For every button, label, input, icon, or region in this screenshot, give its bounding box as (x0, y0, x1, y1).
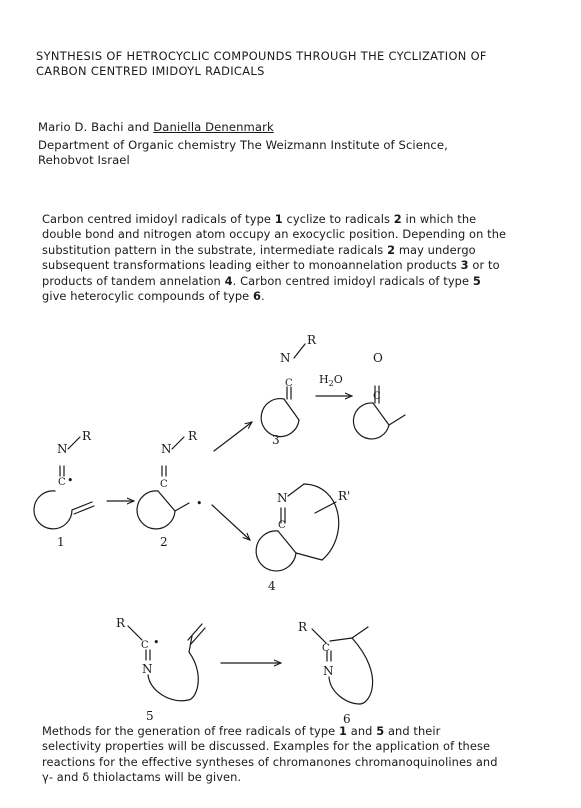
reagent-water: $H_2O$ (319, 373, 343, 388)
ketone-O: O (373, 351, 383, 365)
abstract-line: double bond and nitrogen atom occupy an exocyclic position. Depending on the (42, 227, 507, 242)
compound-6 (312, 627, 373, 704)
abstract-line: products of tandem annelation 4. Carbon centred imidoyl radicals of type 5 (42, 273, 481, 288)
ketone-C: C (373, 391, 381, 402)
closing-paragraph (42, 724, 498, 786)
abstract-line: substitution pattern in the substrate, intermediate radicals 2 may undergo (42, 242, 476, 257)
title-line-1: SYNTHESIS OF HETROCYCLIC COMPOUNDS THROUGH THE CYCLIZATION OF (36, 49, 487, 63)
compound-5-N: N (142, 662, 153, 676)
compound-1-label: 1 (57, 535, 65, 549)
compound-4-label: 4 (268, 579, 276, 593)
compound-2-R: R (188, 429, 198, 443)
compound-5-radical: • (153, 636, 160, 649)
compound-4-R-prime: R' (338, 489, 351, 503)
compound-1-C: C (58, 477, 66, 488)
compound-6-R: R (298, 620, 308, 634)
closing-line: selectivity properties will be discussed. Examples for the application of these (42, 739, 491, 754)
compound-1-R: R (82, 429, 92, 443)
compound-1-radical: • (67, 474, 74, 487)
abstract-line: Carbon centred imidoyl radicals of type 1 cyclize to radicals 2 in which the (42, 212, 477, 226)
compound-3-N: N (280, 351, 291, 365)
compound-2-C: C (160, 479, 168, 490)
abstract-line: subsequent transformations leading either to monoannelation products 3 or to (42, 258, 500, 273)
compound-5 (128, 624, 205, 701)
compound-6-C: C (322, 643, 330, 654)
title-line-2: CARBON CENTRED IMIDOYL RADICALS (36, 64, 265, 78)
compound-4-C: C (278, 520, 286, 531)
compound-2-N: N (161, 442, 172, 456)
abstract-line: give heterocylic compounds of type 6. (42, 289, 265, 304)
affiliation-line-1: Department of Organic chemistry The Weizmann Institute of Science, (38, 138, 448, 152)
compound-4-N: N (277, 491, 288, 505)
compound-3-label: 3 (272, 433, 280, 447)
affiliation-line-2: Rehobvot Israel (38, 153, 130, 167)
compound-5-C: C (141, 640, 149, 651)
closing-line: reactions for the effective syntheses of chromanones chromanoquinolines and (42, 754, 498, 769)
compound-5-R: R (116, 616, 126, 630)
compound-4 (256, 484, 339, 571)
arrow-2-to-3 (214, 422, 252, 451)
compound-6-N: N (323, 664, 334, 678)
compound-6-label: 6 (343, 712, 351, 726)
compound-3-C: C (285, 378, 293, 389)
compound-2-label: 2 (160, 535, 168, 549)
author-1: Mario D. Bachi and (38, 120, 154, 134)
compound-2-radical: • (196, 497, 203, 510)
compound-5-label: 5 (146, 709, 154, 723)
author-2-presenting: Daniella Denenmark (153, 120, 274, 134)
compound-3-R: R (307, 333, 317, 347)
closing-line: γ- and δ thiolactams will be given. (42, 770, 242, 785)
closing-line: Methods for the generation of free radicals of type 1 and 5 and their (42, 724, 441, 738)
arrow-2-to-4 (212, 505, 250, 540)
compound-1-N: N (57, 442, 68, 456)
